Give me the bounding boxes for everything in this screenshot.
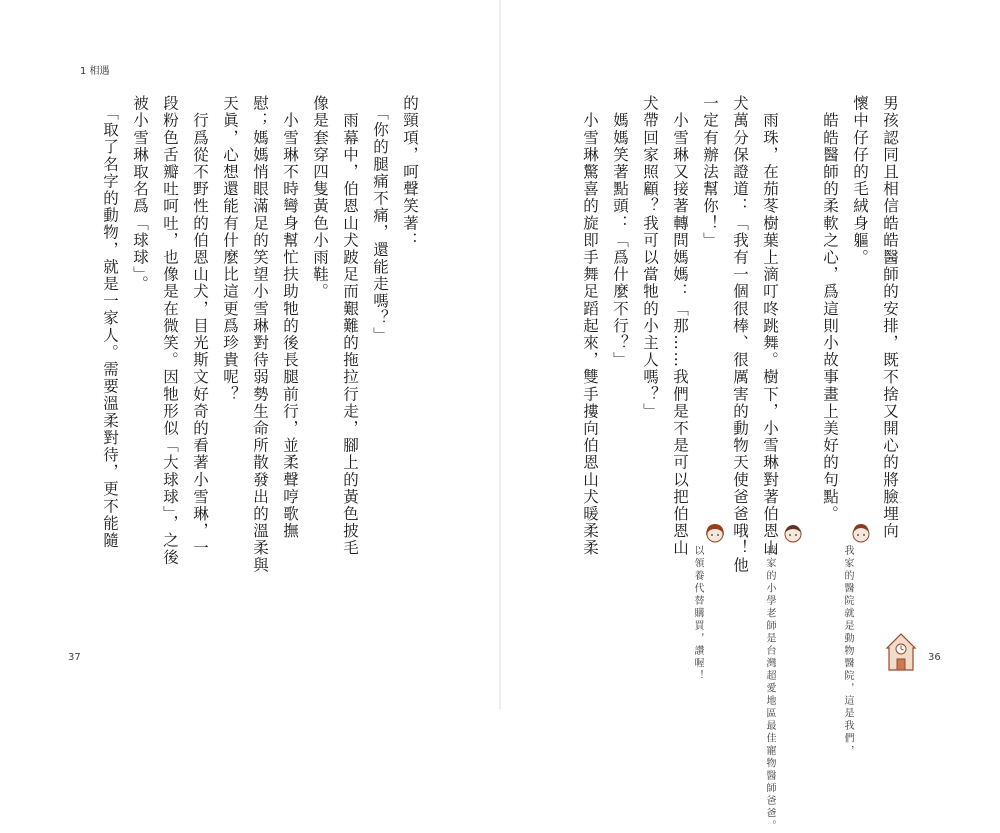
right-column-1: 男孩認同且相信皓皓醫師的安排，既不捨又開心的將臉埋向 bbox=[881, 95, 899, 540]
left-column-11: 「取了名字的動物，就是一家人。需要溫柔對待，更不能隨 bbox=[101, 95, 119, 549]
child-face-icon bbox=[702, 520, 728, 546]
right-column-6: 犬萬分保證道：「我有一個很棒、很厲害的動物天使爸爸哦！他 bbox=[731, 95, 749, 574]
left-column-10: 被小雪琳取名爲「球球」。 bbox=[131, 95, 149, 293]
girl-face-icon bbox=[848, 520, 874, 546]
left-column-9: 段粉色舌瓣吐呵吐，也像是在微笑。因牠形似「大球球」，之後 bbox=[161, 95, 179, 567]
left-column-3: 雨幕中，伯恩山犬跛足而艱難的拖拉行走，腳上的黃色披毛 bbox=[341, 95, 359, 557]
left-column-2: 「你的腿痛不痛，還能走嗎？」 bbox=[371, 95, 389, 344]
right-column-11: 小雪琳驚喜的旋即手舞足蹈起來，雙手摟向伯恩山犬暖柔柔 bbox=[581, 95, 599, 557]
note-3: 以領養代替購買，讚喔！ bbox=[692, 545, 703, 683]
left-column-4: 像是套穿四隻黃色小雨鞋。 bbox=[311, 95, 329, 301]
right-column-2: 懷中仔仔的毛絨身軀。 bbox=[851, 95, 869, 266]
left-column-1: 的頸項，呵聲笑著： bbox=[401, 95, 419, 249]
left-column-7: 天眞，心想還能有什麼比這更爲珍貴呢？ bbox=[221, 95, 239, 403]
right-column-8: 小雪琳又接著轉問媽媽：「那……我們是不是可以把伯恩山 bbox=[671, 95, 689, 557]
left-column-5: 小雪琳不時彎身幫忙扶助牠的後長腿前行，並柔聲哼歌撫 bbox=[281, 95, 299, 540]
page-number-right: 36 bbox=[928, 652, 941, 663]
right-column-7: 一定有辦法幫你！」 bbox=[701, 95, 719, 249]
note-2: 我家的小學老師是台灣超愛地區最佳寵物醫師爸爸。 bbox=[764, 545, 775, 833]
left-column-6: 慰；媽媽悄眼滿足的笑望小雪琳對待弱勢生命所散發出的溫柔與 bbox=[251, 95, 269, 574]
book-gutter bbox=[499, 0, 501, 709]
clock-house-icon bbox=[884, 632, 918, 672]
left-column-8: 行爲從不野性的伯恩山犬，目光斯文好奇的看著小雪琳，一 bbox=[191, 95, 209, 557]
right-column-10: 媽媽笑著點頭：「爲什麼不行？」 bbox=[611, 95, 629, 369]
boy-face-icon bbox=[780, 520, 806, 546]
right-column-3: 皓皓醫師的柔軟之心，爲這則小故事畫上美好的句點。 bbox=[821, 95, 839, 523]
note-1: 我家的醫院就是動物醫院，這是我們， bbox=[842, 545, 853, 758]
right-column-9: 犬帶回家照顧？我可以當牠的小主人嗎？」 bbox=[641, 95, 659, 420]
right-column-5: 雨珠，在茄苳樹葉上滴叮咚跳舞。樹下，小雪琳對著伯恩山 bbox=[761, 95, 779, 557]
page-number-left: 37 bbox=[68, 652, 81, 663]
running-head: 1 相遇 bbox=[80, 66, 110, 77]
